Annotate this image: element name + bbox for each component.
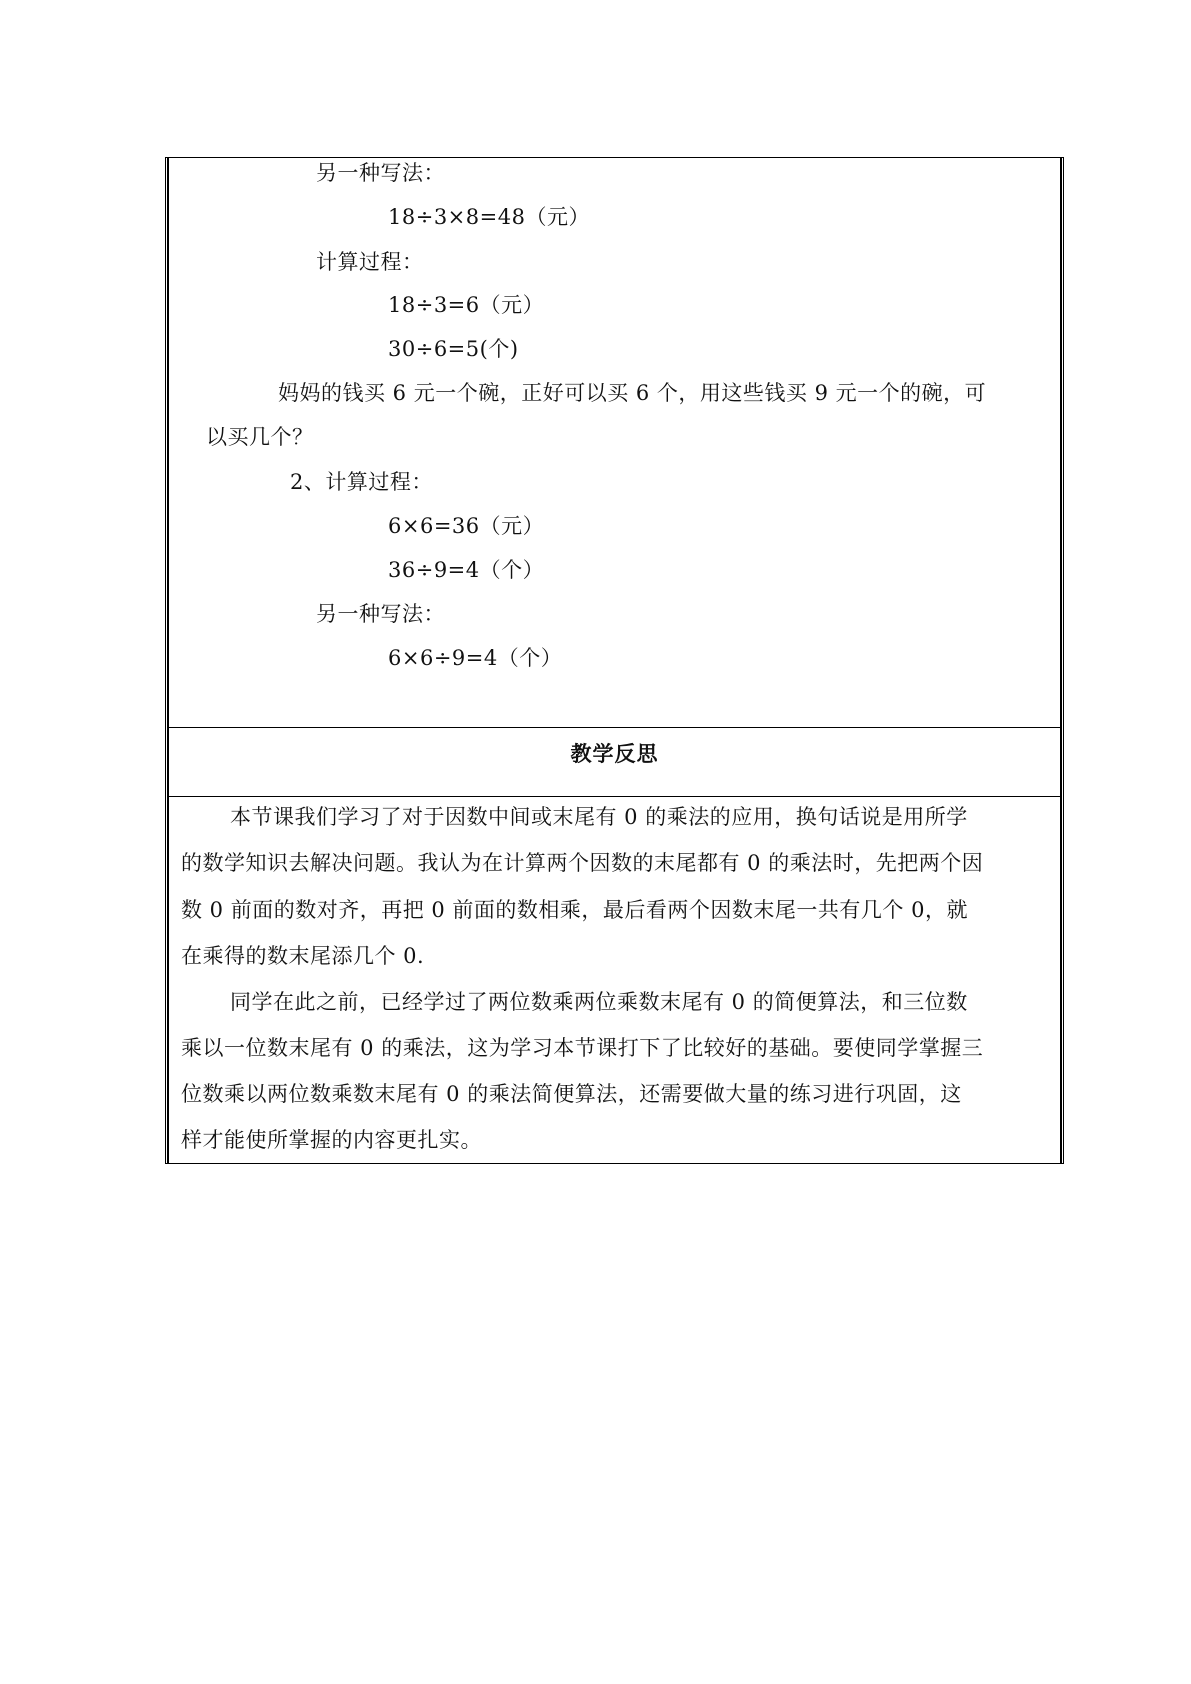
- table-right-border: [1060, 157, 1064, 1164]
- text-line: 18÷3=6（元）: [388, 293, 545, 317]
- paragraph-line: 样才能使所掌握的内容更扎实。: [181, 1128, 482, 1152]
- paragraph-line: 在乘得的数末尾添几个 0.: [181, 944, 425, 968]
- text-line: 6×6÷9=4（个）: [388, 646, 563, 670]
- paragraph-line: 位数乘以两位数乘数末尾有 0 的乘法简便算法，还需要做大量的练习进行巩固，这: [181, 1082, 962, 1106]
- text-line: 36÷9=4（个）: [388, 558, 545, 582]
- text-line: 30÷6=5(个): [388, 337, 519, 361]
- text-line: 另一种写法：: [316, 161, 445, 185]
- table-divider: [169, 796, 1060, 797]
- paragraph-line: 乘以一位数末尾有 0 的乘法，这为学习本节课打下了比较好的基础。要使同学掌握三: [181, 1036, 984, 1060]
- text-line: 2、计算过程：: [290, 470, 433, 494]
- text-line: 另一种写法：: [316, 602, 445, 626]
- table-divider: [169, 727, 1060, 728]
- paragraph-line: 同学在此之前，已经学过了两位数乘两位乘数末尾有 0 的简便算法，和三位数: [230, 990, 968, 1014]
- text-line: 以买几个？: [206, 425, 314, 449]
- paragraph-line: 数 0 前面的数对齐，再把 0 前面的数相乘，最后看两个因数末尾一共有几个 0，就: [181, 898, 968, 922]
- paragraph-line: 的数学知识去解决问题。我认为在计算两个因数的末尾都有 0 的乘法时，先把两个因: [181, 851, 984, 875]
- text-line: 计算过程：: [316, 250, 424, 274]
- section-heading: 教学反思: [570, 741, 659, 766]
- text-line: 18÷3×8=48（元）: [388, 205, 590, 229]
- table-left-border: [165, 157, 169, 1164]
- text-line: 6×6=36（元）: [388, 514, 545, 538]
- text-line: 妈妈的钱买 6 元一个碗，正好可以买 6 个，用这些钱买 9 元一个的碗，可: [278, 381, 987, 405]
- paragraph-line: 本节课我们学习了对于因数中间或末尾有 0 的乘法的应用，换句话说是用所学: [230, 805, 968, 829]
